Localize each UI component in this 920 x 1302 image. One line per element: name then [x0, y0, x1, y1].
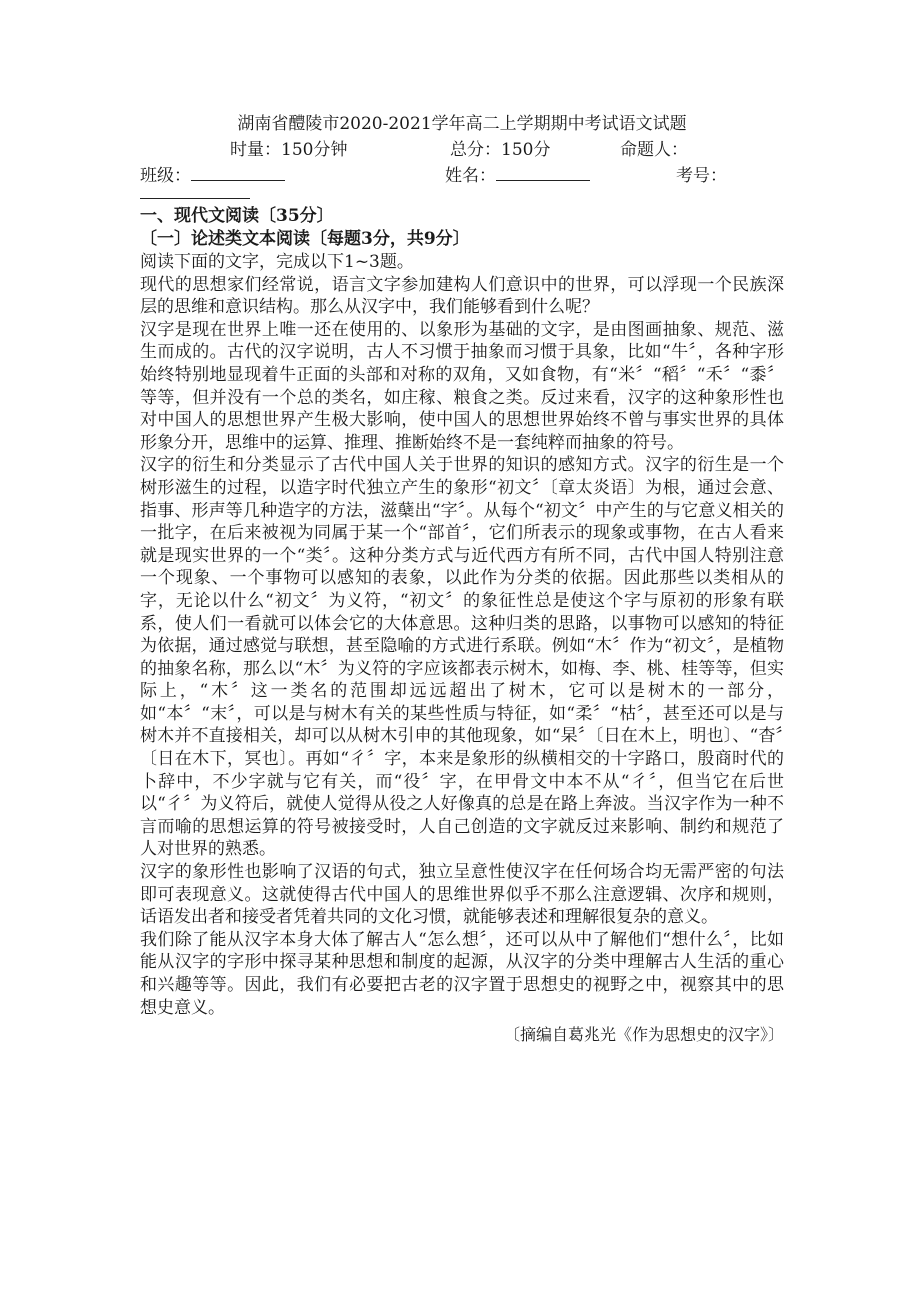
setter-info: 命题人：: [620, 140, 688, 160]
number-blank: [140, 198, 250, 199]
name-label: 姓名：: [445, 166, 496, 186]
class-label: 班级：: [140, 166, 191, 186]
paragraph: 我们除了能从汉字本身大体了解古人“怎么想〞，还可以从中了解他们“想什么〞，比如能从汉字的字形中探寻某种思想和制度的起源，从汉字的分类中理解古人生活的重心和兴趣等等。因此，我们有必要把古老的汉字置于思想史的视野之中，视察其中的思想史意义。: [140, 929, 784, 1018]
paragraph: 汉字的衍生和分类显示了古代中国人关于世界的知识的感知方式。汉字的衍生是一个树形滋生的过程，以造字时代独立产生的象形“初文〞〔章太炎语〕为根，通过会意、指事、形声等几种造字的方法，滋蘖出“字〞。从每个“初文〞中产生的与它意义相关的一批字，在后来被视为同属于某一个“部首〞，它们所表示的现象或事物，在古人看来就是现实世界的一个“类〞。这种分类方式与近代西方有所不同，古代中国人特别注意一个现象、一个事物可以感知的表象，以此作为分类的依据。因此那些以类相从的字，无论以什么“初文〞为义符，“初文〞的象征性总是使这个字与原初的形象有联系，使人们一看就可以体会它的大体意思。这种归类的思路，以事物可以感知的特征为依据，通过感觉与联想，甚至隐喻的方式进行系联。例如“木〞作为“初文〞，是植物的抽象名称，那么以“木〞为义符的字应该都表示树木，如梅、李、桃、桂等等，但实际上，“木〞这一类名的范围却远远超出了树木，它可以是树木的一部分，如“本〞“末〞，可以是与树木有关的某些性质与特征，如“柔〞“枯〞，甚至还可以是与树木并不直接相关，却可以从树木引申的其他现象，如“杲〞〔日在木上，明也〕、“杳〞〔日在木下，冥也〕。再如“彳〞字，本来是象形的纵横相交的十字路口，殷商时代的卜辞中，不少字就与它有关，而“役〞字，在甲骨文中本不从“彳〞，但当它在后世以“彳〞为义符后，就使人觉得从役之人好像真的总是在路上奔波。当汉字作为一种不言而喻的思想运算的符号被接受时，人自己创造的文字就反过来影响、制约和规范了人对世界的熟悉。: [140, 455, 784, 860]
total-score-info: 总分：150分: [450, 140, 551, 160]
number-label: 考号：: [676, 166, 727, 186]
exam-page: [140, 112, 784, 1047]
name-field: [445, 164, 590, 188]
paragraph: 汉字的象形性也影响了汉语的句式，独立呈意性使汉字在任何场合均无需严密的句法即可表现意义。这就使得古代中国人的思维世界似乎不那么注意逻辑、次序和规则，话语发出者和接受者凭着共同的文化习惯，就能够表述和理解很复杂的意义。: [140, 862, 784, 928]
paragraph: 汉字是现在世界上唯一还在使用的、以象形为基础的文字，是由图画抽象、规范、滋生而成的。古代的汉字说明，古人不习惯于抽象而习惯于具象，比如“牛〞，各种字形始终特别地显现着牛正面的头部和对称的双角，又如食物，有“米〞“稻〞“禾〞“黍〞等等，但并没有一个总的类名，如庄稼、粮食之类。反过来看，汉字的这种象形性也对中国人的思想世界产生极大影响，使中国人的思想世界始终不曾与事实世界的具体形象分开，思维中的运算、推理、推断始终不是一套纯粹而抽象的符号。: [140, 319, 784, 453]
instruction-text: 阅读下面的文字，完成以下1~3题。: [140, 252, 414, 272]
exam-title: 湖南省醴陵市2020-2021学年高二上学期期中考试语文试题: [237, 114, 687, 134]
exam-info-row: [140, 138, 784, 162]
paragraph: 现代的思想家们经常说，语言文字参加建构人们意识中的世界，可以浮现一个民族深层的思维和意识结构。那么从汉字中，我们能够看到什么呢？: [140, 274, 784, 318]
section-heading: 一、现代文阅读〔35分〕: [140, 206, 334, 226]
name-blank: [496, 164, 590, 181]
source-citation: 〔摘编自葛兆光《作为思想史的汉字》〕: [503, 1025, 784, 1045]
class-blank: [191, 164, 285, 181]
subsection-heading: 〔一〕论述类文本阅读〔每题3分，共9分〕: [140, 229, 470, 249]
class-field: [140, 164, 285, 188]
student-info-row: [140, 164, 784, 188]
time-info: 时量：150分钟: [230, 140, 348, 160]
